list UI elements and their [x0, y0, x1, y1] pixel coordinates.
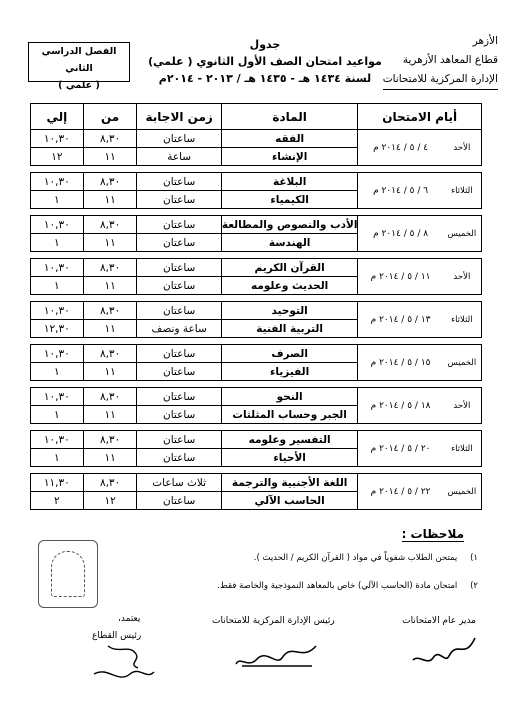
- end-time-cell: ٢: [31, 492, 84, 510]
- subject-cell: الحاسب الآلي: [221, 492, 358, 510]
- end-time-cell: ١: [31, 406, 84, 424]
- end-time-cell: ١٠,٣٠: [31, 173, 84, 191]
- sector-head-title: رئيس القطاع: [92, 631, 142, 641]
- start-time-cell: ٨,٣٠: [83, 474, 137, 492]
- subject-cell: اللغة الأجنبية والترجمة: [221, 474, 358, 492]
- start-time-cell: ١١: [83, 406, 137, 424]
- central-head-title: رئيس الإدارة المركزية للامتحانات: [212, 616, 335, 626]
- group-spacer: [31, 209, 482, 216]
- exam-date: ٢٠ / ٥ / ٢٠١٤ م: [358, 431, 443, 467]
- duration-cell: ساعتان: [137, 191, 221, 209]
- spacer-cell: [31, 166, 482, 173]
- exam-date: ٢٢ / ٥ / ٢٠١٤ م: [358, 474, 443, 510]
- end-time-cell: ١: [31, 277, 84, 295]
- schedule-table: [30, 103, 482, 510]
- start-time-cell: ٨,٣٠: [83, 259, 137, 277]
- subject-cell: الحديث وعلومه: [221, 277, 358, 295]
- duration-cell: ساعتان: [137, 302, 221, 320]
- director-signature: [405, 630, 485, 670]
- semester-box: [28, 42, 130, 91]
- duration-cell: ساعتان: [137, 388, 221, 406]
- subject-cell: التوحيد: [221, 302, 358, 320]
- start-time-cell: ١١: [83, 449, 137, 467]
- subject-cell: الصرف: [221, 345, 358, 363]
- note-text: امتحان مادة (الحاسب الآلي) خاص بالمعاهد النموذجية والخاصة فقط.: [217, 581, 458, 591]
- note-number: ١): [470, 553, 478, 563]
- duration-cell: ساعتان: [137, 406, 221, 424]
- header-to: إلي: [31, 104, 84, 130]
- subject-cell: الأحياء: [221, 449, 358, 467]
- duration-cell: ساعتان: [137, 259, 221, 277]
- subject-cell: الجبر وحساب المثلثات: [221, 406, 358, 424]
- notes-title: ملاحظات :: [401, 527, 464, 541]
- sector-head-signature: [88, 640, 158, 690]
- end-time-cell: ١٠,٣٠: [31, 345, 84, 363]
- duration-cell: ساعتان: [137, 492, 221, 510]
- schedule-row: [31, 388, 482, 406]
- subject-cell: الإنشاء: [221, 148, 358, 166]
- exam-day: الأحد: [443, 388, 482, 424]
- subject-cell: النحو: [221, 388, 358, 406]
- director-title: مدير عام الامتحانات: [402, 616, 476, 626]
- duration-cell: ساعتان: [137, 173, 221, 191]
- end-time-cell: ١٠,٣٠: [31, 216, 84, 234]
- subject-cell: الأدب والنصوص والمطالعة: [221, 216, 358, 234]
- start-time-cell: ٨,٣٠: [83, 431, 137, 449]
- schedule-row: [31, 431, 482, 449]
- semester-label: الفصل الدراسي الثاني: [41, 46, 117, 74]
- subject-cell: القرآن الكريم: [221, 259, 358, 277]
- official-seal-stamp: [38, 540, 98, 608]
- spacer-cell: [31, 467, 482, 474]
- duration-cell: ساعتان: [137, 277, 221, 295]
- start-time-cell: ١١: [83, 277, 137, 295]
- exam-day: الخميس: [443, 345, 482, 381]
- subject-cell: البلاغة: [221, 173, 358, 191]
- group-spacer: [31, 252, 482, 259]
- exam-day: الأحد: [443, 130, 482, 166]
- end-time-cell: ١٠,٣٠: [31, 259, 84, 277]
- document-title-block: [140, 36, 390, 87]
- exam-date: ٦ / ٥ / ٢٠١٤ م: [358, 173, 443, 209]
- subject-cell: التفسير وعلومه: [221, 431, 358, 449]
- note-text: يمتحن الطلاب شفوياً في مواد ( القرآن الكريم / الحديث ).: [253, 553, 458, 563]
- subject-cell: الفيزياء: [221, 363, 358, 381]
- schedule-row: [31, 474, 482, 492]
- start-time-cell: ١١: [83, 320, 137, 338]
- exam-date: ١١ / ٥ / ٢٠١٤ م: [358, 259, 443, 295]
- org-line-sector: قطاع المعاهد الأزهرية: [402, 54, 498, 66]
- duration-cell: ثلاث ساعات: [137, 474, 221, 492]
- schedule-row: [31, 302, 482, 320]
- page-title: مواعيد امتحان الصف الأول الثانوي ( علمي): [148, 55, 382, 68]
- duration-cell: ساعتان: [137, 216, 221, 234]
- duration-cell: ساعتان: [137, 363, 221, 381]
- spacer-cell: [31, 209, 482, 216]
- subject-cell: الهندسة: [221, 234, 358, 252]
- org-line-admin: الإدارة المركزية للامتحانات: [383, 70, 498, 90]
- start-time-cell: ١٢: [83, 492, 137, 510]
- schedule-row: [31, 345, 482, 363]
- branch-label: ( علمي ): [58, 80, 100, 91]
- note-item: [217, 581, 478, 591]
- end-time-cell: ١٠,٣٠: [31, 388, 84, 406]
- group-spacer: [31, 166, 482, 173]
- start-time-cell: ٨,٣٠: [83, 345, 137, 363]
- academic-year: لسنة ١٤٣٤ هـ - ١٤٣٥ هـ / ٢٠١٣ - ٢٠١٤م: [158, 72, 372, 85]
- duration-cell: ساعتان: [137, 449, 221, 467]
- spacer-cell: [31, 424, 482, 431]
- subject-cell: الفقه: [221, 130, 358, 148]
- start-time-cell: ٨,٣٠: [83, 388, 137, 406]
- exam-day: الثلاثاء: [443, 302, 482, 338]
- org-line-azhar: الأزهر: [472, 35, 498, 47]
- schedule-row: [31, 259, 482, 277]
- group-spacer: [31, 381, 482, 388]
- end-time-cell: ١١,٣٠: [31, 474, 84, 492]
- duration-cell: ساعة ونصف: [137, 320, 221, 338]
- group-spacer: [31, 338, 482, 345]
- start-time-cell: ٨,٣٠: [83, 302, 137, 320]
- schedule-row: [31, 130, 482, 148]
- duration-cell: ساعتان: [137, 234, 221, 252]
- group-spacer: [31, 424, 482, 431]
- spacer-cell: [31, 338, 482, 345]
- start-time-cell: ١١: [83, 363, 137, 381]
- end-time-cell: ١٠,٣٠: [31, 302, 84, 320]
- schedule-row: [31, 216, 482, 234]
- exam-date: ١٣ / ٥ / ٢٠١٤ م: [358, 302, 443, 338]
- approved-label: يعتمد،: [118, 614, 141, 624]
- end-time-cell: ١: [31, 234, 84, 252]
- exam-date: ١٨ / ٥ / ٢٠١٤ م: [358, 388, 443, 424]
- spacer-cell: [31, 252, 482, 259]
- exam-date: ٨ / ٥ / ٢٠١٤ م: [358, 216, 443, 252]
- header-days: أيام الامتحان: [358, 104, 482, 130]
- schedule-row: [31, 173, 482, 191]
- table-label: جدول: [249, 38, 281, 51]
- exam-date: ٤ / ٥ / ٢٠١٤ م: [358, 130, 443, 166]
- central-head-signature: [232, 636, 322, 674]
- duration-cell: ساعة: [137, 148, 221, 166]
- start-time-cell: ٨,٣٠: [83, 130, 137, 148]
- header-from: من: [83, 104, 137, 130]
- group-spacer: [31, 295, 482, 302]
- table-header-row: [31, 104, 482, 130]
- exam-day: الخميس: [443, 216, 482, 252]
- spacer-cell: [31, 381, 482, 388]
- header-subject: المادة: [221, 104, 358, 130]
- end-time-cell: ١٠,٣٠: [31, 130, 84, 148]
- duration-cell: ساعتان: [137, 130, 221, 148]
- exam-day: الثلاثاء: [443, 173, 482, 209]
- header-duration: زمن الاجابة: [137, 104, 221, 130]
- note-number: ٢): [470, 581, 478, 591]
- start-time-cell: ١١: [83, 191, 137, 209]
- end-time-cell: ١٢: [31, 148, 84, 166]
- end-time-cell: ١: [31, 449, 84, 467]
- start-time-cell: ١١: [83, 148, 137, 166]
- end-time-cell: ١: [31, 191, 84, 209]
- group-spacer: [31, 467, 482, 474]
- note-item: [254, 553, 478, 563]
- exam-day: الأحد: [443, 259, 482, 295]
- subject-cell: التربية الفنية: [221, 320, 358, 338]
- end-time-cell: ١٠,٣٠: [31, 431, 84, 449]
- exam-day: الثلاثاء: [443, 431, 482, 467]
- subject-cell: الكيمياء: [221, 191, 358, 209]
- spacer-cell: [31, 295, 482, 302]
- end-time-cell: ١: [31, 363, 84, 381]
- duration-cell: ساعتان: [137, 345, 221, 363]
- start-time-cell: ٨,٣٠: [83, 173, 137, 191]
- duration-cell: ساعتان: [137, 431, 221, 449]
- start-time-cell: ٨,٣٠: [83, 216, 137, 234]
- end-time-cell: ١٢,٣٠: [31, 320, 84, 338]
- exam-date: ١٥ / ٥ / ٢٠١٤ م: [358, 345, 443, 381]
- exam-day: الخميس: [443, 474, 482, 510]
- start-time-cell: ١١: [83, 234, 137, 252]
